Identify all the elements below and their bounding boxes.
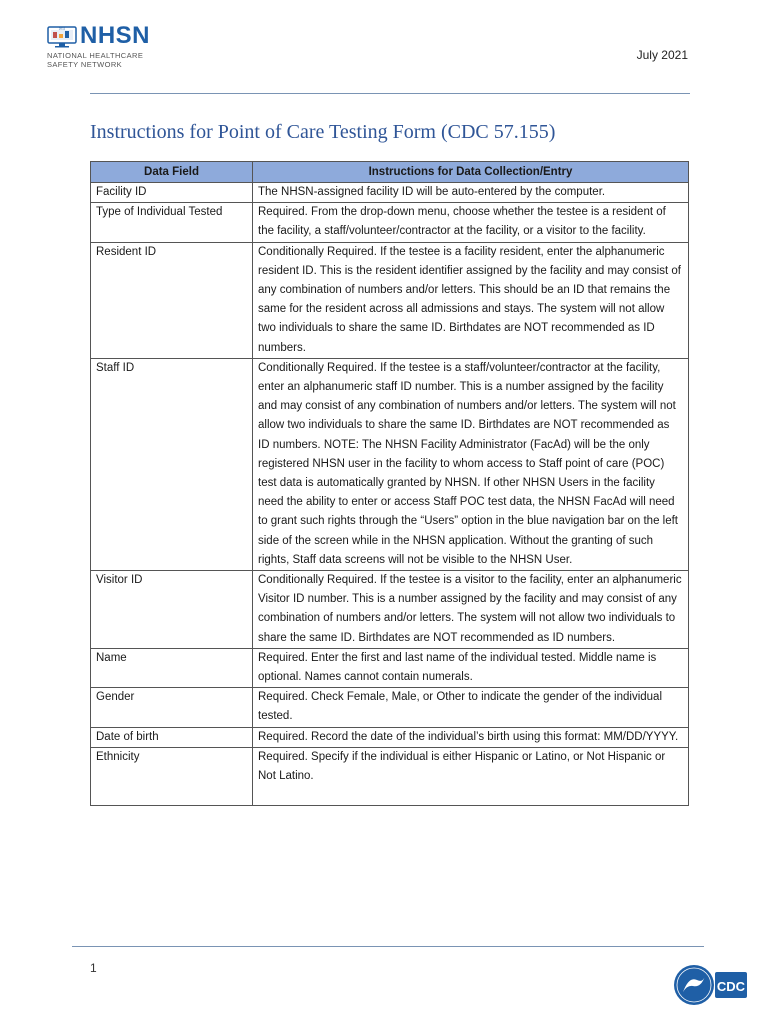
field-name: Type of Individual Tested [91, 203, 253, 242]
table-row [91, 727, 689, 747]
table-row [91, 242, 689, 358]
page-title: Instructions for Point of Care Testing Form (CDC 57.155) [90, 121, 556, 143]
table-row [91, 747, 689, 805]
field-name: Date of birth [91, 727, 253, 747]
nhsn-logo [47, 24, 177, 68]
cdc-hhs-logo [673, 962, 749, 1008]
table-row [91, 571, 689, 649]
field-instructions: Conditionally Required. If the testee is a facility resident, enter the alphanumeric resident ID. This is the resident identifier assigned by the facility and may consist of any combination of numbers and/or letters. This should be an ID that remains the same for the resident across all admissions and stays. The system will not allow two individuals to share the same ID. Birthdates are NOT recommended as ID numbers. [253, 242, 689, 358]
instructions-table [90, 161, 689, 806]
column-header-instructions: Instructions for Data Collection/Entry [253, 162, 689, 183]
table-row [91, 648, 689, 687]
document-date: July 2021 [636, 48, 688, 62]
field-instructions: Conditionally Required. If the testee is a staff/volunteer/contractor at the facility, enter an alphanumeric staff ID number. This is a number assigned by the facility and may consist of any combination of numbers and/or letters. The system will not allow two individuals to share the same ID. Birthdates are NOT recommended as ID numbers. NOTE: The NHSN Facility Administrator (FacAd) will be the only registered NHSN user in the facility to whom access to Staff point of care (POC) test data is automatically granted by NHSN. If other NHSN Users in the facility need the ability to enter or access Staff POC test data, the NHSN FacAd will need to grant such rights through the “Users” option in the blue navigation bar on the left side of the screen while in the NHSN application. Without the granting of such rights, Staff data screens will not be visible to the NHSN User. [253, 358, 689, 570]
field-instructions: Required. Record the date of the individual’s birth using this format: MM/DD/YYYY. [253, 727, 689, 747]
table-row [91, 688, 689, 727]
table-header-row [91, 162, 689, 183]
table-row [91, 183, 689, 203]
logo-title: NHSN [80, 22, 151, 49]
table-row [91, 358, 689, 570]
field-name: Ethnicity [91, 747, 253, 805]
logo-subtitle: NATIONAL HEALTHCARE SAFETY NETWORK [47, 51, 144, 69]
field-instructions: Required. Enter the first and last name of the individual tested. Middle name is optional. Names cannot contain numerals. [253, 648, 689, 687]
footer-divider [72, 946, 704, 947]
table-row [91, 203, 689, 242]
nhsn-monitor-icon [47, 26, 77, 48]
column-header-data-field: Data Field [91, 162, 253, 183]
field-name: Name [91, 648, 253, 687]
field-instructions: The NHSN-assigned facility ID will be auto-entered by the computer. [253, 183, 689, 203]
field-instructions: Required. From the drop-down menu, choose whether the testee is a resident of the facility, a staff/volunteer/contractor at the facility, or a visitor to the facility. [253, 203, 689, 242]
field-name: Gender [91, 688, 253, 727]
header-divider [90, 93, 690, 94]
field-name: Resident ID [91, 242, 253, 358]
field-name: Facility ID [91, 183, 253, 203]
field-instructions: Required. Check Female, Male, or Other to indicate the gender of the individual tested. [253, 688, 689, 727]
field-name: Visitor ID [91, 571, 253, 649]
page-number: 1 [90, 961, 97, 975]
cdc-text: CDC [716, 979, 746, 994]
field-instructions: Required. Specify if the individual is either Hispanic or Latino, or Not Hispanic or Not Latino. [253, 747, 689, 805]
field-instructions: Conditionally Required. If the testee is a visitor to the facility, enter an alphanumeric Visitor ID number. This is a number assigned by the facility and may consist of any combination of numbers and/or letters. The system will not allow two individuals to share the same ID. Birthdates are NOT recommended as ID numbers. [253, 571, 689, 649]
field-name: Staff ID [91, 358, 253, 570]
logo-mark-text: 2011 [58, 26, 66, 31]
